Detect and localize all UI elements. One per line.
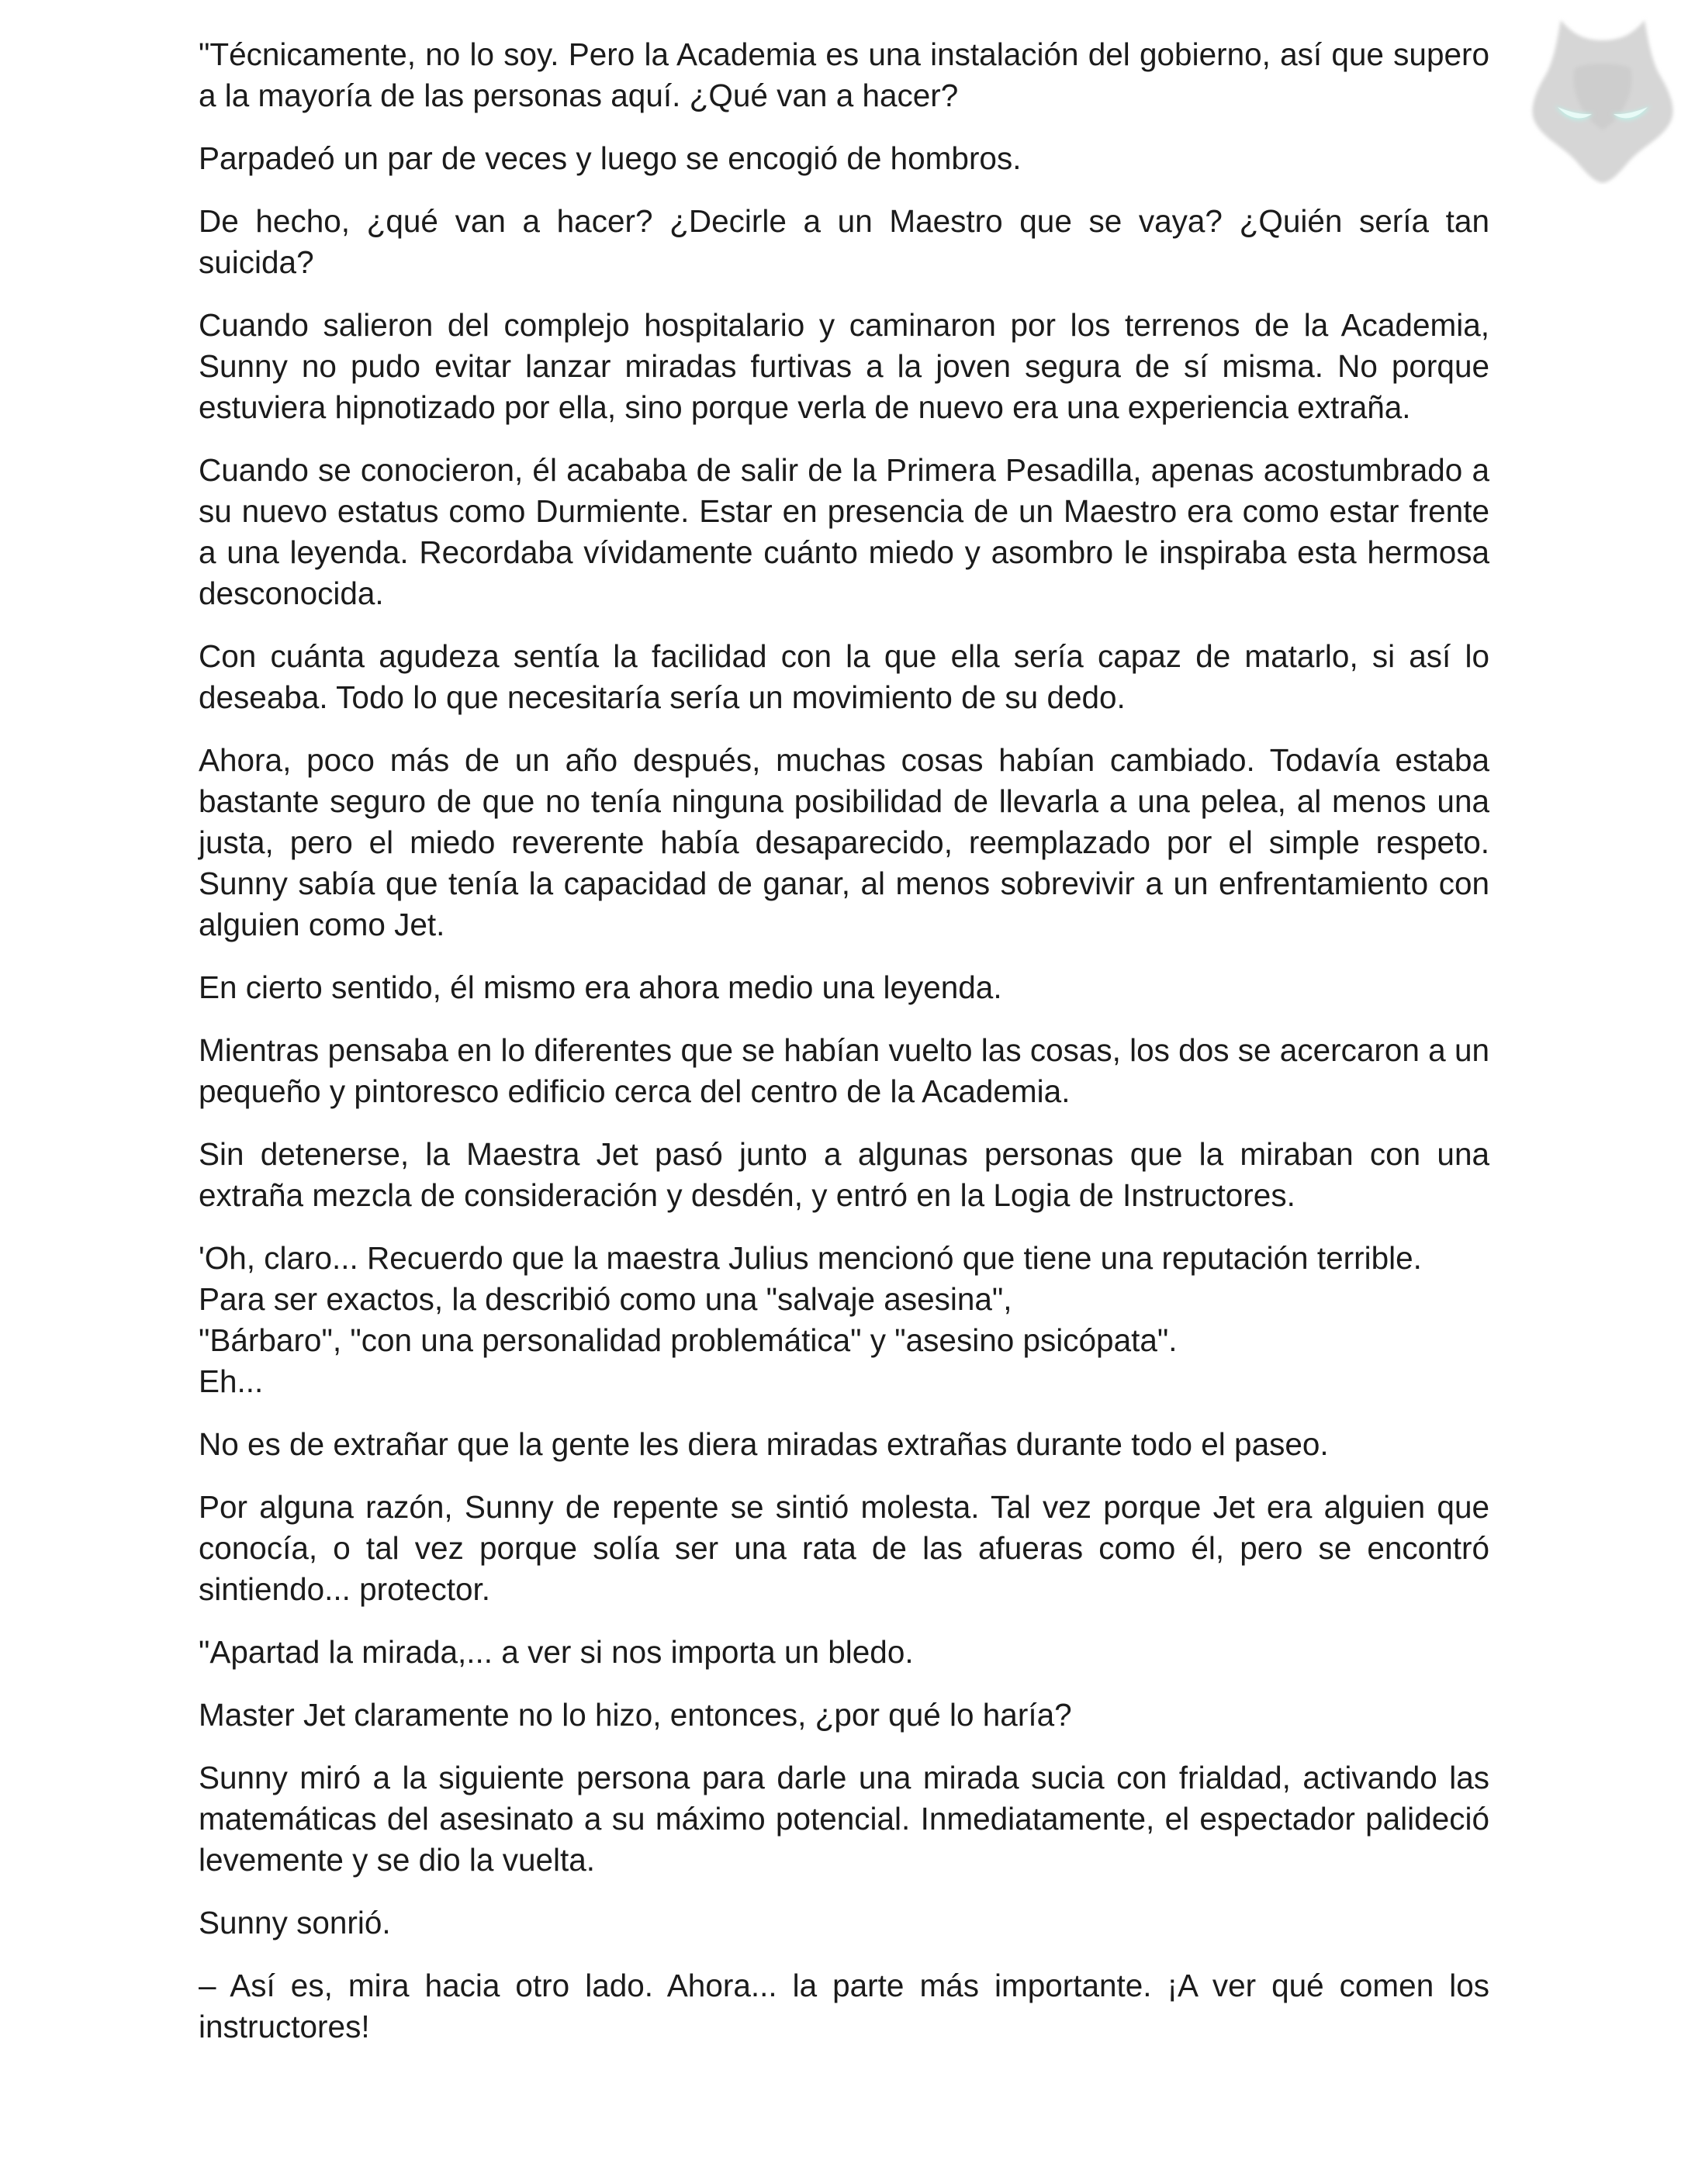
paragraph: Cuando se conocieron, él acababa de salir de la Primera Pesadilla, apenas acostumbrado a su nuevo estatus como Durmiente. Estar en presencia de un Maestro era como estar frente a una leyenda. Recordaba vívidamente cuánto miedo y asombro le inspiraba esta hermosa desconocida. [199,452,1489,611]
paragraph-line: Para ser exactos, la describió como una "salvaje asesina", [199,1281,1012,1317]
paragraph: Cuando salieron del complejo hospitalario y caminaron por los terrenos de la Academia, Sunny no pudo evitar lanzar miradas furtivas a la joven segura de sí misma. No porque estuviera hipnotizado por ella, sino porque verla de nuevo era una experiencia extraña. [199,307,1489,425]
paragraph: Sunny miró a la siguiente persona para darle una mirada sucia con frialdad, activando las matemáticas del asesinato a su máximo potencial. Inmediatamente, el espectador palideció levemente y se dio la vuelta. [199,1760,1489,1878]
paragraph: En cierto sentido, él mismo era ahora medio una leyenda. [199,969,1002,1005]
paragraph: Sunny sonrió. [199,1905,391,1940]
paragraph: De hecho, ¿qué van a hacer? ¿Decirle a un Maestro que se vaya? ¿Quién sería tan suicida? [199,203,1489,280]
paragraph: "Apartad la mirada,... a ver si nos importa un bledo. [199,1634,914,1670]
paragraph: No es de extrañar que la gente les diera miradas extrañas durante todo el paseo. [199,1426,1329,1462]
body-text [199,34,1489,2047]
multiline-paragraph [199,1238,1489,1402]
paragraph: Parpadeó un par de veces y luego se encogió de hombros. [199,140,1022,176]
paragraph: Ahora, poco más de un año después, muchas cosas habían cambiado. Todavía estaba bastante seguro de que no tenía ninguna posibilidad de llevarla a una pelea, al menos una justa, pero el miedo reverente había desaparecido, reemplazado por el simple respeto. Sunny sabía que tenía la capacidad de ganar, al menos sobrevivir a un enfrentamiento con alguien como Jet. [199,742,1489,942]
paragraph: Mientras pensaba en lo diferentes que se habían vuelto las cosas, los dos se acercaron a un pequeño y pintoresco edificio cerca del centro de la Academia. [199,1032,1489,1109]
paragraph-line: "Bárbaro", "con una personalidad problemática" y "asesino psicópata". [199,1322,1178,1358]
demon-head-logo-icon [1527,14,1679,185]
paragraph-line: Eh... [199,1363,264,1399]
paragraph: Master Jet claramente no lo hizo, entonces, ¿por qué lo haría? [199,1697,1072,1733]
paragraph: Por alguna razón, Sunny de repente se sintió molesta. Tal vez porque Jet era alguien que conocía, o tal vez porque solía ser una rata de las afueras como él, pero se encontró sintiendo... protector. [199,1489,1489,1607]
paragraph: "Técnicamente, no lo soy. Pero la Academia es una instalación del gobierno, así que supero a la mayoría de las personas aquí. ¿Qué van a hacer? [199,36,1489,113]
paragraph: – Así es, mira hacia otro lado. Ahora... la parte más importante. ¡A ver qué comen los instructores! [199,1968,1489,2044]
paragraph: Sin detenerse, la Maestra Jet pasó junto a algunas personas que la miraban con una extraña mezcla de consideración y desdén, y entró en la Logia de Instructores. [199,1136,1489,1213]
paragraph: Con cuánta agudeza sentía la facilidad con la que ella sería capaz de matarlo, si así lo deseaba. Todo lo que necesitaría sería un movimiento de su dedo. [199,638,1489,715]
paragraph-line: 'Oh, claro... Recuerdo que la maestra Julius mencionó que tiene una reputación terrible. [199,1240,1422,1276]
